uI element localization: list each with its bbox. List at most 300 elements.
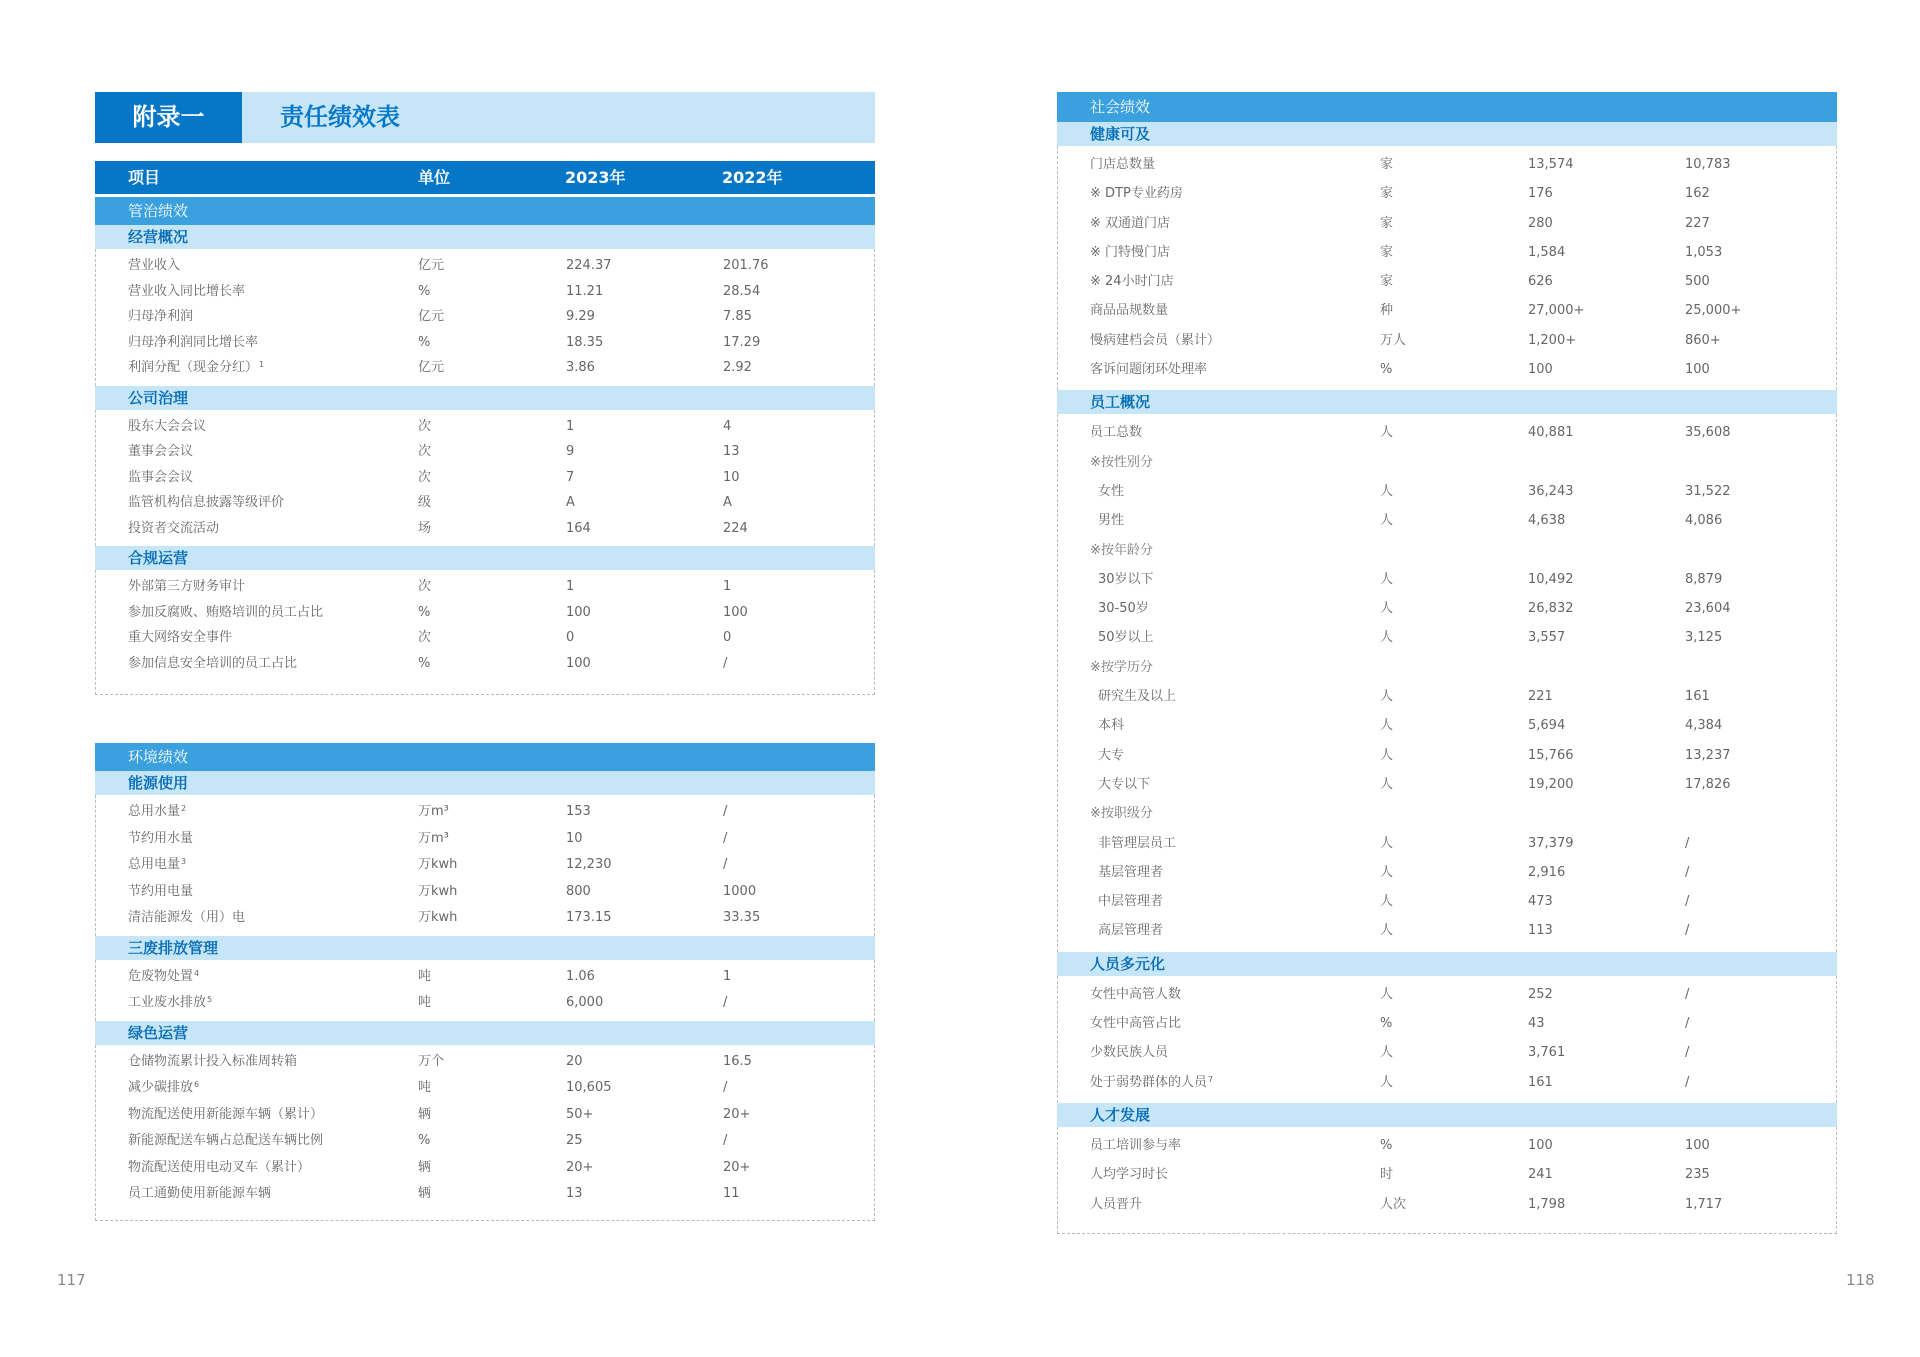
row-item (128, 330, 258, 356)
row-item (128, 625, 232, 651)
row-item-text: 外部第三方财务审计 (128, 579, 246, 594)
table-row (1058, 418, 1836, 447)
row-value-2023: 153 (566, 804, 591, 819)
row-value-2022: 100 (1685, 362, 1710, 378)
row-item (1090, 653, 1153, 682)
row-unit: 辆 (418, 1186, 432, 1201)
row-value-2023: 4,638 (1528, 513, 1566, 529)
row-item (128, 799, 186, 826)
table-row (96, 1075, 874, 1102)
table-row (1058, 916, 1836, 945)
row-item-text: 30岁以下 (1098, 571, 1154, 587)
section-title: 社会绩效 (1057, 92, 1837, 122)
column-header-2023: 2023年 (565, 168, 626, 187)
table-row (1058, 711, 1836, 740)
row-item-text: 物流配送使用电动叉车（累计） (128, 1159, 311, 1175)
row-unit: % (418, 334, 431, 350)
row-value-2022: / (1685, 1074, 1690, 1090)
row-value-2022: / (723, 830, 728, 846)
row-value-2022: / (723, 857, 728, 872)
row-value-2022: 4,384 (1685, 718, 1723, 734)
row-unit: % (418, 604, 431, 620)
row-unit: 人 (1380, 513, 1394, 529)
table-row (1058, 326, 1836, 355)
row-unit: 吨 (418, 1080, 432, 1095)
row-unit: 人 (1380, 835, 1394, 851)
row-unit: 时 (1380, 1167, 1394, 1183)
row-item (1090, 209, 1170, 238)
row-value-2023: 176 (1528, 186, 1553, 202)
row-unit: 万个 (418, 1053, 445, 1069)
table-row (1058, 209, 1836, 238)
footnote-marker: 6 (194, 1080, 200, 1089)
row-value-2022: 25,000+ (1685, 303, 1742, 319)
row-item-text: 女性中高管占比 (1090, 1016, 1182, 1032)
group-rows (1057, 414, 1837, 951)
row-unit: 辆 (418, 1106, 432, 1122)
row-item (1090, 1038, 1168, 1067)
row-item-text: 少数民族人员 (1090, 1045, 1169, 1061)
row-item-text: 参加反腐败、贿赂培训的员工占比 (128, 604, 324, 620)
row-item (1098, 829, 1176, 858)
row-item (1098, 858, 1163, 887)
row-value-2022: 7.85 (723, 309, 752, 324)
row-item-text: 总用电量 (128, 857, 181, 872)
row-item (1098, 770, 1150, 799)
column-header-unit: 单位 (418, 168, 451, 187)
row-item-text: ※按学历分 (1090, 659, 1153, 675)
group-title: 健康可及 (1057, 122, 1837, 146)
row-value-2022: 17.29 (723, 334, 761, 350)
row-item (1090, 267, 1174, 296)
row-value-2023: 164 (566, 520, 591, 536)
row-unit: 人 (1380, 1074, 1394, 1090)
row-item-text: 员工培训参与率 (1090, 1137, 1182, 1153)
row-item-text: ※按性别分 (1090, 454, 1153, 470)
row-item (1098, 506, 1124, 535)
row-item-text: 工业废水排放 (128, 995, 207, 1010)
row-unit: 次 (418, 418, 432, 434)
row-value-2022: 4,086 (1685, 513, 1723, 529)
row-value-2022: / (723, 1133, 728, 1148)
row-value-2022: 20+ (723, 1159, 751, 1175)
row-value-2023: 6,000 (566, 995, 604, 1010)
row-item-text: 员工通勤使用新能源车辆 (128, 1186, 272, 1201)
row-unit: 万kwh (418, 857, 458, 872)
row-item (1098, 711, 1124, 740)
row-item (128, 1102, 323, 1129)
footnote-marker: 3 (181, 857, 187, 866)
row-item (1090, 238, 1170, 267)
row-value-2022: 4 (723, 418, 732, 434)
table-row (96, 253, 874, 279)
row-item-text: 监事会会议 (128, 469, 194, 485)
group-title: 能源使用 (95, 771, 875, 795)
table-row (96, 1181, 874, 1208)
table-row (1058, 477, 1836, 506)
row-item (1098, 594, 1149, 623)
row-item-text: 大专 (1098, 747, 1125, 763)
row-unit: 亿元 (418, 309, 445, 324)
row-value-2023: 40,881 (1528, 425, 1574, 441)
group-title: 绿色运营 (95, 1021, 875, 1045)
footnote-marker: 5 (207, 995, 213, 1004)
row-value-2023: 37,379 (1528, 835, 1574, 851)
table-row (96, 1049, 874, 1076)
row-item (1090, 1131, 1181, 1160)
table-row (1058, 179, 1836, 208)
column-header-2022: 2022年 (722, 168, 783, 187)
row-unit: 次 (418, 630, 432, 645)
row-value-2023: 5,694 (1528, 718, 1566, 734)
table-row (96, 414, 874, 440)
row-value-2022: / (723, 655, 728, 671)
row-item-text: 50岁以上 (1098, 630, 1154, 646)
row-item-text: 物流配送使用新能源车辆（累计） (128, 1106, 324, 1122)
table-row (1058, 980, 1836, 1009)
row-item-text: 基层管理者 (1098, 864, 1164, 880)
row-item (1098, 682, 1176, 711)
row-item (128, 279, 245, 305)
row-unit: 人 (1380, 601, 1394, 617)
row-item (1090, 1190, 1142, 1219)
row-item-text: 员工总数 (1090, 425, 1143, 441)
group-title: 公司治理 (95, 386, 875, 410)
row-item-text: 节约用水量 (128, 830, 194, 846)
row-unit: % (1380, 362, 1393, 378)
row-value-2022: 3,125 (1685, 630, 1723, 646)
row-item-text: 30-50岁 (1098, 601, 1149, 617)
row-unit: % (418, 283, 431, 299)
environment-section (95, 743, 875, 1221)
row-item-text: 商品品规数量 (1090, 303, 1169, 319)
row-item (1098, 477, 1124, 506)
row-value-2023: 1.06 (566, 968, 595, 984)
group-title: 经营概况 (95, 225, 875, 249)
row-item (128, 253, 180, 279)
row-unit: 人 (1380, 571, 1394, 587)
table-row (96, 600, 874, 626)
row-value-2022: 100 (1685, 1137, 1710, 1153)
footnote-marker: 2 (181, 804, 187, 813)
row-item (1098, 741, 1124, 770)
row-value-2023: 10 (566, 830, 583, 846)
table-row (1058, 1160, 1836, 1189)
row-value-2022: 20+ (723, 1106, 751, 1122)
row-item (128, 465, 193, 491)
row-value-2023: 43 (1528, 1016, 1545, 1032)
row-value-2022: 11 (723, 1186, 740, 1201)
row-value-2022: 1,053 (1685, 244, 1723, 260)
table-row (96, 1128, 874, 1155)
page-number-right: 118 (1846, 1271, 1875, 1289)
row-value-2023: 15,766 (1528, 747, 1574, 763)
row-item-text: 处于弱势群体的人员 (1090, 1074, 1208, 1090)
row-value-2022: / (1685, 1045, 1690, 1061)
row-item-text: 仓储物流累计投入标准周转箱 (128, 1053, 298, 1069)
row-value-2023: 280 (1528, 215, 1553, 231)
row-value-2023: 224.37 (566, 258, 612, 273)
table-row (1058, 238, 1836, 267)
row-item-text: 门店总数量 (1090, 157, 1156, 172)
table-row (1058, 858, 1836, 887)
row-value-2022: / (1685, 986, 1690, 1002)
row-value-2023: 1,798 (1528, 1196, 1566, 1212)
category-label-row (1058, 653, 1836, 682)
row-value-2022: 23,604 (1685, 601, 1731, 617)
group-title: 人员多元化 (1057, 952, 1837, 976)
row-value-2022: 1 (723, 968, 732, 984)
row-value-2023: 3,761 (1528, 1045, 1566, 1061)
row-unit: 人次 (1380, 1196, 1407, 1212)
row-item (128, 852, 186, 879)
row-unit: 次 (418, 469, 432, 485)
row-value-2023: 626 (1528, 274, 1553, 290)
table-row (1058, 741, 1836, 770)
row-item (128, 439, 193, 465)
row-value-2022: 33.35 (723, 910, 761, 925)
row-value-2023: 800 (566, 883, 591, 899)
row-item (1090, 418, 1142, 447)
row-value-2023: A (566, 495, 575, 510)
row-item-text: 投资者交流活动 (128, 520, 220, 536)
table-row (1058, 1038, 1836, 1067)
row-value-2023: 20 (566, 1053, 583, 1069)
row-item (128, 826, 193, 853)
table-row (1058, 355, 1836, 384)
row-unit: 人 (1380, 718, 1394, 734)
row-unit: % (418, 655, 431, 671)
row-item-text: 研究生及以上 (1098, 689, 1177, 705)
category-label-row (1058, 536, 1836, 565)
row-value-2023: 1,584 (1528, 244, 1566, 260)
footnote-marker: 4 (194, 968, 200, 978)
row-item (1098, 565, 1154, 594)
row-item (128, 490, 284, 516)
group-rows (1057, 976, 1837, 1103)
row-value-2023: 19,200 (1528, 776, 1574, 792)
group-rows (1057, 1127, 1837, 1234)
footnote-marker: 1 (259, 360, 265, 369)
row-item (1090, 799, 1153, 828)
row-value-2023: 3,557 (1528, 630, 1566, 646)
row-value-2022: A (723, 495, 732, 510)
row-unit: 万m³ (418, 804, 449, 819)
row-item-text: ※ 24小时门店 (1090, 274, 1174, 290)
row-value-2022: / (723, 804, 728, 819)
row-value-2023: 1,200+ (1528, 332, 1577, 348)
row-value-2023: 13 (566, 1186, 583, 1201)
row-item (128, 355, 264, 381)
row-value-2023: 18.35 (566, 334, 604, 350)
category-label-row (1058, 799, 1836, 828)
row-item-text: ※ 门特慢门店 (1090, 244, 1171, 260)
group-rows (95, 570, 875, 695)
row-value-2022: 35,608 (1685, 425, 1731, 441)
table-row (96, 330, 874, 356)
row-unit: 次 (418, 579, 432, 594)
row-value-2023: 9 (566, 444, 575, 459)
row-item (128, 304, 193, 330)
table-row (96, 990, 874, 1017)
row-value-2022: / (1685, 864, 1690, 880)
row-value-2022: 13,237 (1685, 747, 1731, 763)
row-value-2022: 161 (1685, 689, 1710, 705)
table-row (96, 304, 874, 330)
row-item-text: 人均学习时长 (1090, 1167, 1169, 1183)
row-item (128, 414, 206, 440)
table-row (96, 625, 874, 651)
row-unit: 家 (1380, 215, 1394, 231)
row-item-text: 总用水量 (128, 804, 181, 819)
row-value-2023: 1 (566, 418, 575, 434)
row-value-2023: 20+ (566, 1159, 594, 1175)
row-item-text: 营业收入同比增长率 (128, 283, 246, 299)
row-unit: 人 (1380, 483, 1394, 499)
row-value-2023: 25 (566, 1133, 583, 1148)
group-title: 合规运营 (95, 546, 875, 570)
row-value-2022: 201.76 (723, 258, 769, 273)
row-value-2023: 13,574 (1528, 157, 1574, 172)
row-value-2022: / (1685, 835, 1690, 851)
table-row (1058, 594, 1836, 623)
row-unit: 家 (1380, 274, 1394, 290)
row-item-text: 慢病建档会员（累计） (1090, 332, 1221, 348)
row-item (1090, 536, 1153, 565)
row-item (128, 905, 245, 932)
row-unit: 万m³ (418, 830, 449, 846)
group-rows (95, 795, 875, 936)
row-value-2022: 0 (723, 630, 732, 645)
group-title: 员工概况 (1057, 390, 1837, 414)
row-item-text: 男性 (1098, 513, 1125, 529)
page-number-left: 117 (57, 1271, 86, 1289)
row-item-text: 归母净利润同比增长率 (128, 334, 259, 350)
row-unit: 人 (1380, 689, 1394, 705)
row-value-2023: 36,243 (1528, 483, 1574, 499)
row-unit: 家 (1380, 186, 1394, 202)
table-row (1058, 150, 1836, 179)
row-item (1090, 1160, 1168, 1189)
row-item (1098, 916, 1163, 945)
row-item-text: 监管机构信息披露等级评价 (128, 495, 285, 510)
row-value-2022: 1000 (723, 883, 757, 899)
table-row (1058, 887, 1836, 916)
table-row (96, 465, 874, 491)
row-value-2023: 1 (566, 579, 575, 594)
row-value-2022: 17,826 (1685, 776, 1731, 792)
table-row (96, 964, 874, 991)
row-unit: 人 (1380, 776, 1394, 792)
row-item (128, 574, 245, 600)
row-unit: 万kwh (418, 910, 458, 925)
row-item (128, 1128, 323, 1155)
row-value-2022: 31,522 (1685, 483, 1731, 499)
section-title: 管治绩效 (95, 197, 875, 225)
row-value-2023: 113 (1528, 923, 1553, 939)
row-value-2022: / (1685, 1016, 1690, 1032)
row-item-text: ※ DTP专业药房 (1090, 186, 1183, 202)
row-unit: 亿元 (418, 258, 445, 273)
row-item (128, 1181, 271, 1208)
row-unit: 吨 (418, 995, 432, 1010)
table-row (1058, 682, 1836, 711)
row-value-2022: 235 (1685, 1167, 1710, 1183)
row-unit: 人 (1380, 630, 1394, 646)
appendix-tag: 附录一 (95, 92, 242, 143)
row-item (1090, 179, 1183, 208)
table-row (96, 1155, 874, 1182)
row-item (128, 651, 297, 677)
column-header-row (95, 161, 875, 194)
row-item-text: 人员晋升 (1090, 1196, 1143, 1212)
social-section (1057, 92, 1837, 1234)
group-title: 三废排放管理 (95, 936, 875, 960)
row-item (1098, 887, 1163, 916)
row-unit: 家 (1380, 244, 1394, 260)
table-row (96, 439, 874, 465)
row-value-2023: 7 (566, 469, 575, 485)
group-rows (95, 960, 875, 1021)
row-value-2023: 12,230 (566, 857, 612, 872)
row-unit: % (1380, 1016, 1393, 1032)
row-value-2022: 1,717 (1685, 1196, 1723, 1212)
row-value-2023: 50+ (566, 1106, 594, 1122)
row-value-2023: 2,916 (1528, 864, 1566, 880)
row-item-text: 客诉问题闭环处理率 (1090, 362, 1208, 378)
table-row (1058, 267, 1836, 296)
row-item-text: 清洁能源发（用）电 (128, 910, 246, 925)
row-unit: 人 (1380, 1045, 1394, 1061)
table-row (96, 905, 874, 932)
row-value-2022: / (723, 1080, 728, 1095)
row-value-2022: 1 (723, 579, 732, 594)
row-value-2023: 100 (1528, 362, 1553, 378)
row-value-2022: 162 (1685, 186, 1710, 202)
group-rows (95, 410, 875, 547)
row-value-2022: 227 (1685, 215, 1710, 231)
row-value-2022: 28.54 (723, 283, 761, 299)
row-unit: % (418, 1133, 431, 1148)
row-item (128, 879, 193, 906)
group-title: 人才发展 (1057, 1103, 1837, 1127)
row-value-2023: 173.15 (566, 910, 612, 925)
row-item-text: ※ 双通道门店 (1090, 215, 1171, 231)
table-row (96, 879, 874, 906)
appendix-title: 责任绩效表 (280, 103, 400, 131)
row-item (128, 1075, 199, 1102)
row-item (128, 516, 219, 542)
table-row (1058, 623, 1836, 652)
row-item-text: ※按年龄分 (1090, 542, 1153, 558)
row-item-text: 女性 (1098, 483, 1125, 499)
row-value-2023: 10,605 (566, 1080, 612, 1095)
row-unit: 人 (1380, 747, 1394, 763)
table-row (1058, 1131, 1836, 1160)
table-row (96, 651, 874, 677)
row-unit: 辆 (418, 1159, 432, 1175)
row-value-2023: 100 (1528, 1137, 1553, 1153)
row-value-2023: 473 (1528, 894, 1553, 910)
row-item-text: 归母净利润 (128, 309, 194, 324)
row-unit: 吨 (418, 968, 432, 984)
table-row (1058, 296, 1836, 325)
row-value-2022: 10,783 (1685, 157, 1731, 172)
row-item-text: 减少碳排放 (128, 1080, 194, 1095)
row-value-2022: / (1685, 923, 1690, 939)
appendix-header (95, 92, 875, 143)
row-item-text: 利润分配（现金分红） (128, 360, 259, 375)
